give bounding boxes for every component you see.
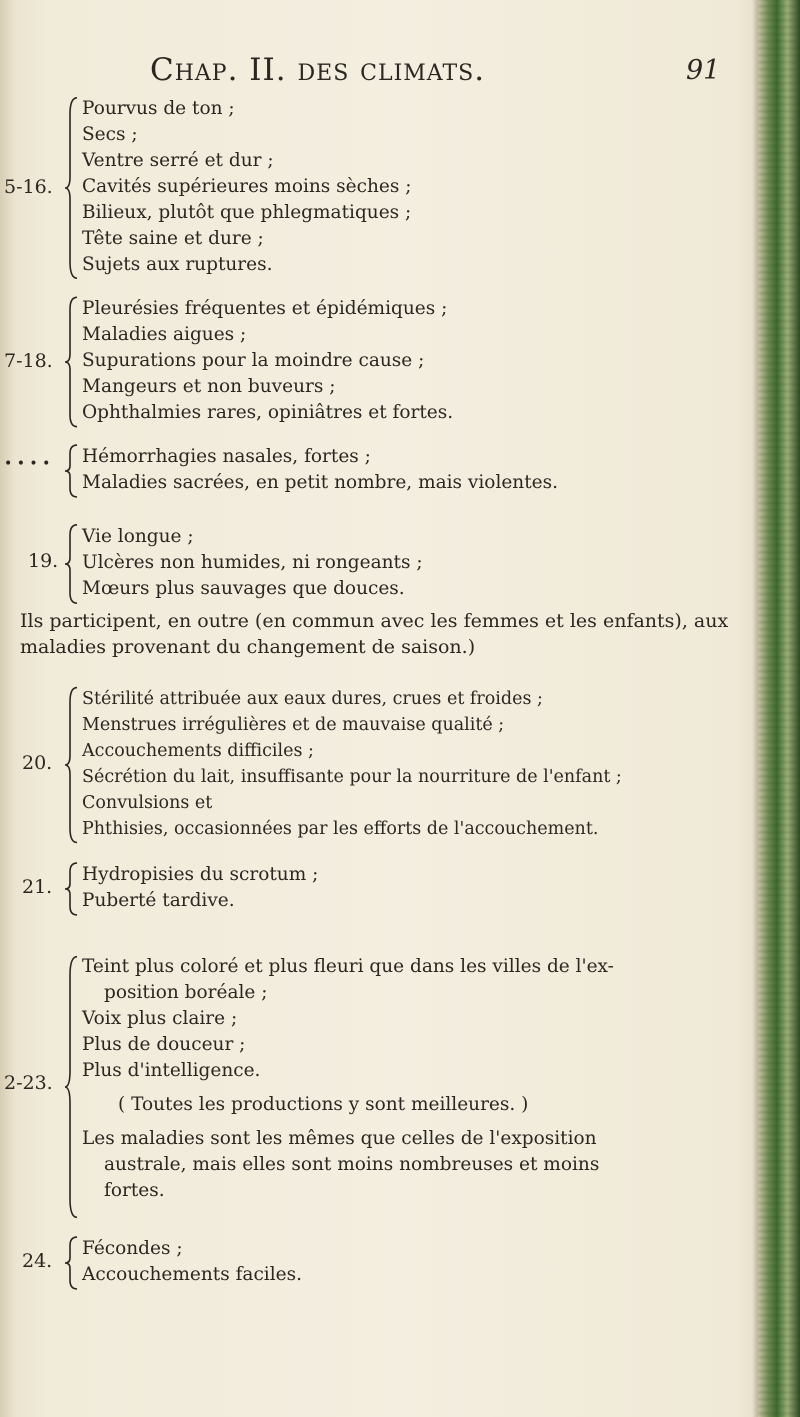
entry-line: Tête saine et dure ;: [82, 228, 264, 249]
entry-line: Phthisies, occasionnées par les efforts de l'accouchement.: [82, 819, 599, 839]
entry-number: 5-16.: [4, 176, 53, 198]
running-head: Chap. II. des climats.: [150, 52, 486, 88]
entry-line: Stérilité attribuée aux eaux dures, crues et froides ;: [82, 689, 543, 709]
entry-group-7-18: [0, 296, 760, 428]
entry-line-parenthetical: ( Toutes les productions y sont meilleures. ): [118, 1094, 529, 1115]
entry-line: Supurations pour la moindre cause ;: [82, 350, 425, 371]
entry-group-19: [0, 524, 760, 604]
curly-brace-icon: [64, 524, 78, 604]
entry-group-22-23: [0, 954, 760, 1220]
entry-number: 19.: [28, 550, 59, 572]
entry-line: Menstrues irrégulières et de mauvaise qualité ;: [82, 715, 505, 735]
page-number: 91: [686, 55, 721, 86]
book-spine: [758, 0, 800, 1417]
entry-line: Mangeurs et non buveurs ;: [82, 376, 336, 397]
entry-number: • • • •: [4, 456, 51, 472]
entry-lines: [82, 524, 423, 602]
entry-line-continued: australe, mais elles sont moins nombreuses et moins: [104, 1154, 600, 1175]
entry-line: Voix plus claire ;: [82, 1008, 238, 1029]
entry-lines: [82, 96, 411, 278]
entry-line: Puberté tardive.: [82, 890, 235, 911]
entry-line: Les maladies sont les mêmes que celles de l'exposition: [82, 1128, 597, 1149]
entry-line-continued: position boréale ;: [104, 982, 268, 1003]
entry-number: 2-23.: [4, 1072, 53, 1094]
curly-brace-icon: [64, 444, 78, 498]
entry-number: 24.: [22, 1250, 53, 1272]
entry-number: 21.: [22, 876, 53, 898]
entry-number: 7-18.: [4, 350, 53, 372]
entry-line: Bilieux, plutôt que phlegmatiques ;: [82, 202, 412, 223]
curly-brace-icon: [64, 862, 78, 916]
entry-lines: [82, 296, 453, 426]
entry-line: Maladies aigues ;: [82, 324, 247, 345]
entry-lines: [82, 954, 614, 1204]
entry-line: Fécondes ;: [82, 1238, 183, 1259]
entry-line: Sécrétion du lait, insuffisante pour la nourriture de l'enfant ;: [82, 767, 622, 787]
entry-line: Ventre serré et dur ;: [82, 150, 274, 171]
entry-group-unnumbered: [0, 444, 760, 498]
entry-line: Plus d'intelligence.: [82, 1060, 261, 1081]
entry-group-20: [0, 686, 760, 844]
entry-group-5-16: [0, 96, 760, 280]
entry-line: Cavités supérieures moins sèches ;: [82, 176, 412, 197]
entry-line: Vie longue ;: [82, 526, 194, 547]
note-paragraph: Ils participent, en outre (en commun avec les femmes et les enfants), aux maladies provenant du changement de saison.): [20, 610, 729, 658]
curly-brace-icon: [64, 96, 78, 280]
entry-line: Ulcères non humides, ni rongeants ;: [82, 552, 423, 573]
entry-line: Maladies sacrées, en petit nombre, mais violentes.: [82, 472, 558, 493]
entry-line: Ophthalmies rares, opiniâtres et fortes.: [82, 402, 454, 423]
entry-line: Teint plus coloré et plus fleuri que dans les villes de l'ex-: [82, 956, 614, 977]
entry-line: Mœurs plus sauvages que douces.: [82, 578, 405, 599]
entry-lines: [82, 444, 558, 496]
entry-group-24: [0, 1236, 760, 1290]
entry-line: Pourvus de ton ;: [82, 98, 235, 119]
entry-line: Secs ;: [82, 124, 138, 145]
entry-line: Accouchements faciles.: [82, 1264, 302, 1285]
entry-lines: [82, 686, 622, 842]
entry-lines: [82, 862, 318, 914]
curly-brace-icon: [64, 686, 78, 844]
entry-line: Accouchements difficiles ;: [82, 741, 314, 761]
entry-line-continued: fortes.: [104, 1180, 165, 1201]
entry-number: 20.: [22, 752, 53, 774]
entry-group-21: [0, 862, 760, 916]
entry-line: Pleurésies fréquentes et épidémiques ;: [82, 298, 448, 319]
curly-brace-icon: [64, 1236, 78, 1290]
entry-lines: [82, 1236, 302, 1288]
entry-line: Plus de douceur ;: [82, 1034, 246, 1055]
entry-line: Hémorrhagies nasales, fortes ;: [82, 446, 371, 467]
curly-brace-icon: [64, 954, 78, 1220]
entry-line: Convulsions et: [82, 793, 213, 813]
entry-line: Sujets aux ruptures.: [82, 254, 273, 275]
entry-line: Hydropisies du scrotum ;: [82, 864, 319, 885]
curly-brace-icon: [64, 296, 78, 428]
